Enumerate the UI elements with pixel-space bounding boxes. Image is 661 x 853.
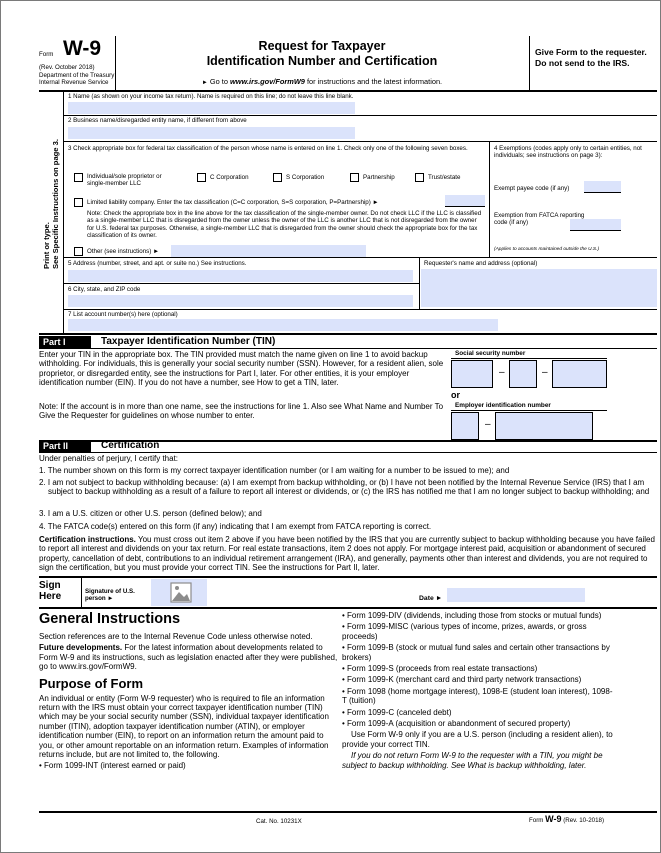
part2-title: Certification — [101, 440, 160, 451]
line2-bottom-rule — [63, 141, 657, 142]
line6-label: 6 City, state, and ZIP code — [68, 286, 141, 293]
ein-top-rule — [451, 410, 607, 411]
irs-url-link[interactable]: www.irs.gov/FormW9 — [230, 77, 305, 86]
other-label: Other (see instructions) ► — [87, 248, 160, 255]
ein-prefix-input[interactable] — [451, 412, 479, 440]
s-corp-checkbox[interactable] — [273, 173, 282, 182]
ssn-label: Social security number — [455, 350, 526, 357]
requester-input[interactable] — [421, 269, 657, 307]
address-input[interactable] — [68, 270, 413, 282]
ein-number-input[interactable] — [495, 412, 593, 440]
side-label: Print or type. See Specific Instructions on page 3. — [42, 139, 60, 269]
backup-withholding-paragraph: If you do not return Form W-9 to the requester with a TIN, you might be subject to backup withholding. See What is backup withholding, later. — [342, 751, 603, 770]
bullet-1099-a: • Form 1099-A (acquisition or abandonment of secured property) — [342, 719, 571, 729]
general-p1: Section references are to the Internal Revenue Code unless otherwise noted. — [39, 632, 313, 641]
give-form-note: Give Form to the requester. Do not send to the IRS. — [535, 47, 647, 68]
ssn-group-input[interactable] — [509, 360, 537, 388]
signature-image-icon — [151, 579, 207, 606]
ssn-top-rule — [451, 358, 607, 359]
general-instructions-column — [39, 611, 339, 773]
signature-label: Signature of U.S. person ► — [85, 588, 135, 603]
other-input[interactable] — [171, 245, 366, 257]
c-corp-label: C Corporation — [210, 174, 249, 181]
account-numbers-input[interactable] — [68, 319, 498, 331]
individual-checkbox[interactable] — [74, 173, 83, 182]
ein-dash: – — [485, 419, 491, 430]
form-title-line2: Identification Number and Certification — [206, 54, 438, 68]
part1-tag: Part I — [39, 336, 91, 348]
part2-bottom-rule — [39, 576, 657, 578]
purpose-text: An individual or entity (Form W-9 requester) who is required to file an information return with the IRS must obtain your correct taxpayer identification number (TIN) which may be your social security number (SSN), individual taxpayer identification number (ITIN), adoption taxpayer identification number (ATIN), or employer identification number (EIN), to report on an information return the amount paid to you, or other amount reportable on an information return. Examples of information returns include, but are not limited to, the following. — [39, 693, 329, 760]
line7-bottom-rule — [39, 333, 657, 335]
general-instructions-title: General Instructions — [39, 611, 181, 627]
form-title-line1: Request for Taxpayer — [258, 39, 386, 53]
goto-instructions: ► Go to www.irs.gov/FormW9 for instructions and the latest information. — [201, 77, 443, 86]
form-label: Form — [39, 51, 54, 58]
bullet-1099-s: • Form 1099-S (proceeds from real estate transactions) — [342, 664, 538, 674]
ein-label: Employer identification number — [455, 402, 551, 409]
date-label: Date ► — [419, 595, 443, 602]
ssn-area-input[interactable] — [451, 360, 493, 388]
footer-form-label: Form W-9 (Rev. 10-2018) — [529, 814, 605, 824]
partnership-label: Partnership — [363, 174, 395, 181]
exemptions-label: 4 Exemptions (codes apply only to certain entities, not individuals; see instructions on page 3): — [494, 145, 642, 160]
line1-bottom-rule — [63, 115, 657, 116]
other-checkbox[interactable] — [74, 247, 83, 256]
line5-bottom-rule — [63, 283, 419, 284]
fatca-label: Exemption from FATCA reporting code (if any) — [494, 212, 585, 227]
line1-label: 1 Name (as shown on your income tax return). Name is required on this line; do not leave this line blank. — [68, 93, 354, 100]
footer-rule — [39, 811, 657, 813]
part1-title-rule — [39, 348, 657, 349]
cert-item-2: 2. I am not subject to backup withholding because: (a) I am exempt from backup withholding, or (b) I have not been notified by the Internal Revenue Service (IRS) that I am subject to backup withholding as a result of a failure to report all interest or dividends, or (c) the IRS has notified me that I am no longer subject to backup withholding; and — [39, 478, 650, 497]
llc-note: Note: Check the appropriate box in the line above for the tax classification of the single-member owner. Do not check LLC if the LLC is classified as a single-member LLC that is disregarded from the owner unless the owner of the LLC is another LLC that is not disregarded from the owner for U.S. federal tax purposes. Otherwise, a single-member LLC that is disregarded from the owner should check the appropriate box for the tax classification of its owner. — [87, 210, 482, 239]
form-dept: Department of the Treasury — [39, 72, 115, 79]
form-number: W-9 — [63, 37, 102, 60]
requester-label: Requester's name and address (optional) — [424, 260, 538, 267]
ssn-serial-input[interactable] — [552, 360, 607, 388]
part2-title-rule — [39, 452, 657, 453]
business-name-input[interactable] — [68, 127, 355, 139]
sign-divider — [81, 578, 82, 607]
signature-input[interactable] — [151, 579, 207, 606]
use-w9-paragraph: Use Form W-9 only if you are a U.S. person (including a resident alien), to provide your correct TIN. — [342, 730, 613, 749]
line3-divider — [489, 141, 490, 257]
cat-number: Cat. No. 10231X — [256, 818, 302, 825]
bullet-1099-k: • Form 1099-K (merchant card and third party network transactions) — [342, 675, 582, 685]
bullet-1099-int: • Form 1099-INT (interest earned or paid) — [39, 761, 186, 771]
sign-bottom-rule — [39, 607, 657, 609]
form-rev: (Rev. October 2018) — [39, 64, 95, 71]
llc-classification-input[interactable] — [445, 195, 485, 207]
bullet-1099-misc: • Form 1099-MISC (various types of income, prizes, awards, or gross proceeds) — [342, 622, 587, 641]
purpose-title: Purpose of Form — [39, 675, 144, 691]
s-corp-label: S Corporation — [286, 174, 325, 181]
header-bottom-rule — [39, 90, 657, 92]
part2-tag: Part II — [39, 440, 91, 452]
bullet-1099-c: • Form 1099-C (canceled debt) — [342, 707, 452, 717]
form-irs: Internal Revenue Service — [39, 79, 109, 86]
bullet-1099-div: • Form 1099-DIV (dividends, including those from stocks or mutual funds) — [342, 611, 602, 620]
ssn-dash-1: – — [499, 367, 505, 378]
exempt-payee-input[interactable] — [584, 181, 621, 193]
llc-checkbox[interactable] — [74, 198, 83, 207]
date-input[interactable] — [447, 588, 585, 602]
part1-note: Note: If the account is in more than one name, see the instructions for line 1. Also see What Name and Number To Give the Requester for guidelines on whose number to enter. — [39, 402, 444, 421]
side-label-rule — [63, 91, 64, 333]
fatca-note: (Applies to accounts maintained outside the U.S.) — [494, 247, 600, 252]
header-divider-right — [529, 36, 530, 91]
arrow-right-icon: ► — [201, 80, 208, 86]
line6-bottom-rule — [63, 309, 657, 310]
bullet-1098: • Form 1098 (home mortgage interest), 1098-E (student loan interest), 1098-T (tuition) — [342, 686, 613, 706]
fatca-input[interactable] — [570, 219, 621, 231]
cert-instructions: Certification instructions. You must cross out item 2 above if you have been notified by the IRS that you are currently subject to backup withholding because you have failed to report all interest and dividends on your tax return. For real estate transactions, item 2 does not apply. For mortgage interest paid, acquisition or abandonment of secured property, cancellation of debt, contributions to an individual retirement arrangement (IRA), and generally, payments other than interest and dividends, you are not required to sign the certification, but you must provide your correct TIN. See the instructions for Part II, later. — [39, 535, 655, 573]
line5-label: 5 Address (number, street, and apt. or suite no.) See instructions. — [68, 260, 247, 267]
ssn-dash-2: – — [542, 367, 548, 378]
line7-label: 7 List account number(s) here (optional) — [68, 311, 178, 318]
line2-label: 2 Business name/disregarded entity name, if different from above — [68, 117, 247, 124]
exempt-payee-label: Exempt payee code (if any) — [494, 185, 570, 192]
cert-item-4: 4. The FATCA code(s) entered on this form (if any) indicating that I am exempt from FATCA reporting is correct. — [39, 522, 432, 531]
cert-intro: Under penalties of perjury, I certify that: — [39, 454, 179, 463]
individual-label: Individual/sole proprietor or single-member LLC — [87, 173, 162, 188]
part1-text: Enter your TIN in the appropriate box. The TIN provided must match the name given on line 1 to avoid backup withholding. For individuals, this is generally your social security number (SSN). However, for a resident alien, sole proprietor, or disregarded entity, see the instructions for Part I, later. For other entities, it is your employer identification number (EIN). If you do not have a number, see How to get a TIN, later. — [39, 350, 444, 388]
llc-label: Limited liability company. Enter the tax classification (C=C corporation, S=S corporation, P=Partnership) ► — [87, 199, 379, 206]
part1-title: Taxpayer Identification Number (TIN) — [101, 336, 276, 347]
cert-item-1: 1. The number shown on this form is my correct taxpayer identification number (or I am waiting for a number to be issued to me); and — [39, 466, 510, 475]
right-column — [342, 611, 617, 772]
bullet-1099-b: • Form 1099-B (stock or mutual fund sales and certain other transactions by brokers) — [342, 643, 610, 662]
cert-item-3: 3. I am a U.S. citizen or other U.S. person (defined below); and — [39, 509, 262, 518]
c-corp-checkbox[interactable] — [197, 173, 206, 182]
line3-label: 3 Check appropriate box for federal tax classification of the person whose name is entered on line 1. Check only one of the following seven boxes. — [68, 145, 468, 152]
partnership-checkbox[interactable] — [350, 173, 359, 182]
requester-divider — [419, 257, 420, 309]
future-developments: Future developments. For the latest information about developments related to Form W-9 and its instructions, such as legislation enacted after they were published, go to www.irs.gov/FormW9. — [39, 643, 338, 672]
trust-estate-checkbox[interactable] — [415, 173, 424, 182]
line3-bottom-rule — [63, 257, 657, 258]
sign-here-label: Sign Here — [39, 580, 62, 602]
trust-estate-label: Trust/estate — [428, 174, 461, 181]
or-label: or — [451, 390, 460, 400]
name-input[interactable] — [68, 102, 355, 114]
city-state-zip-input[interactable] — [68, 295, 413, 307]
